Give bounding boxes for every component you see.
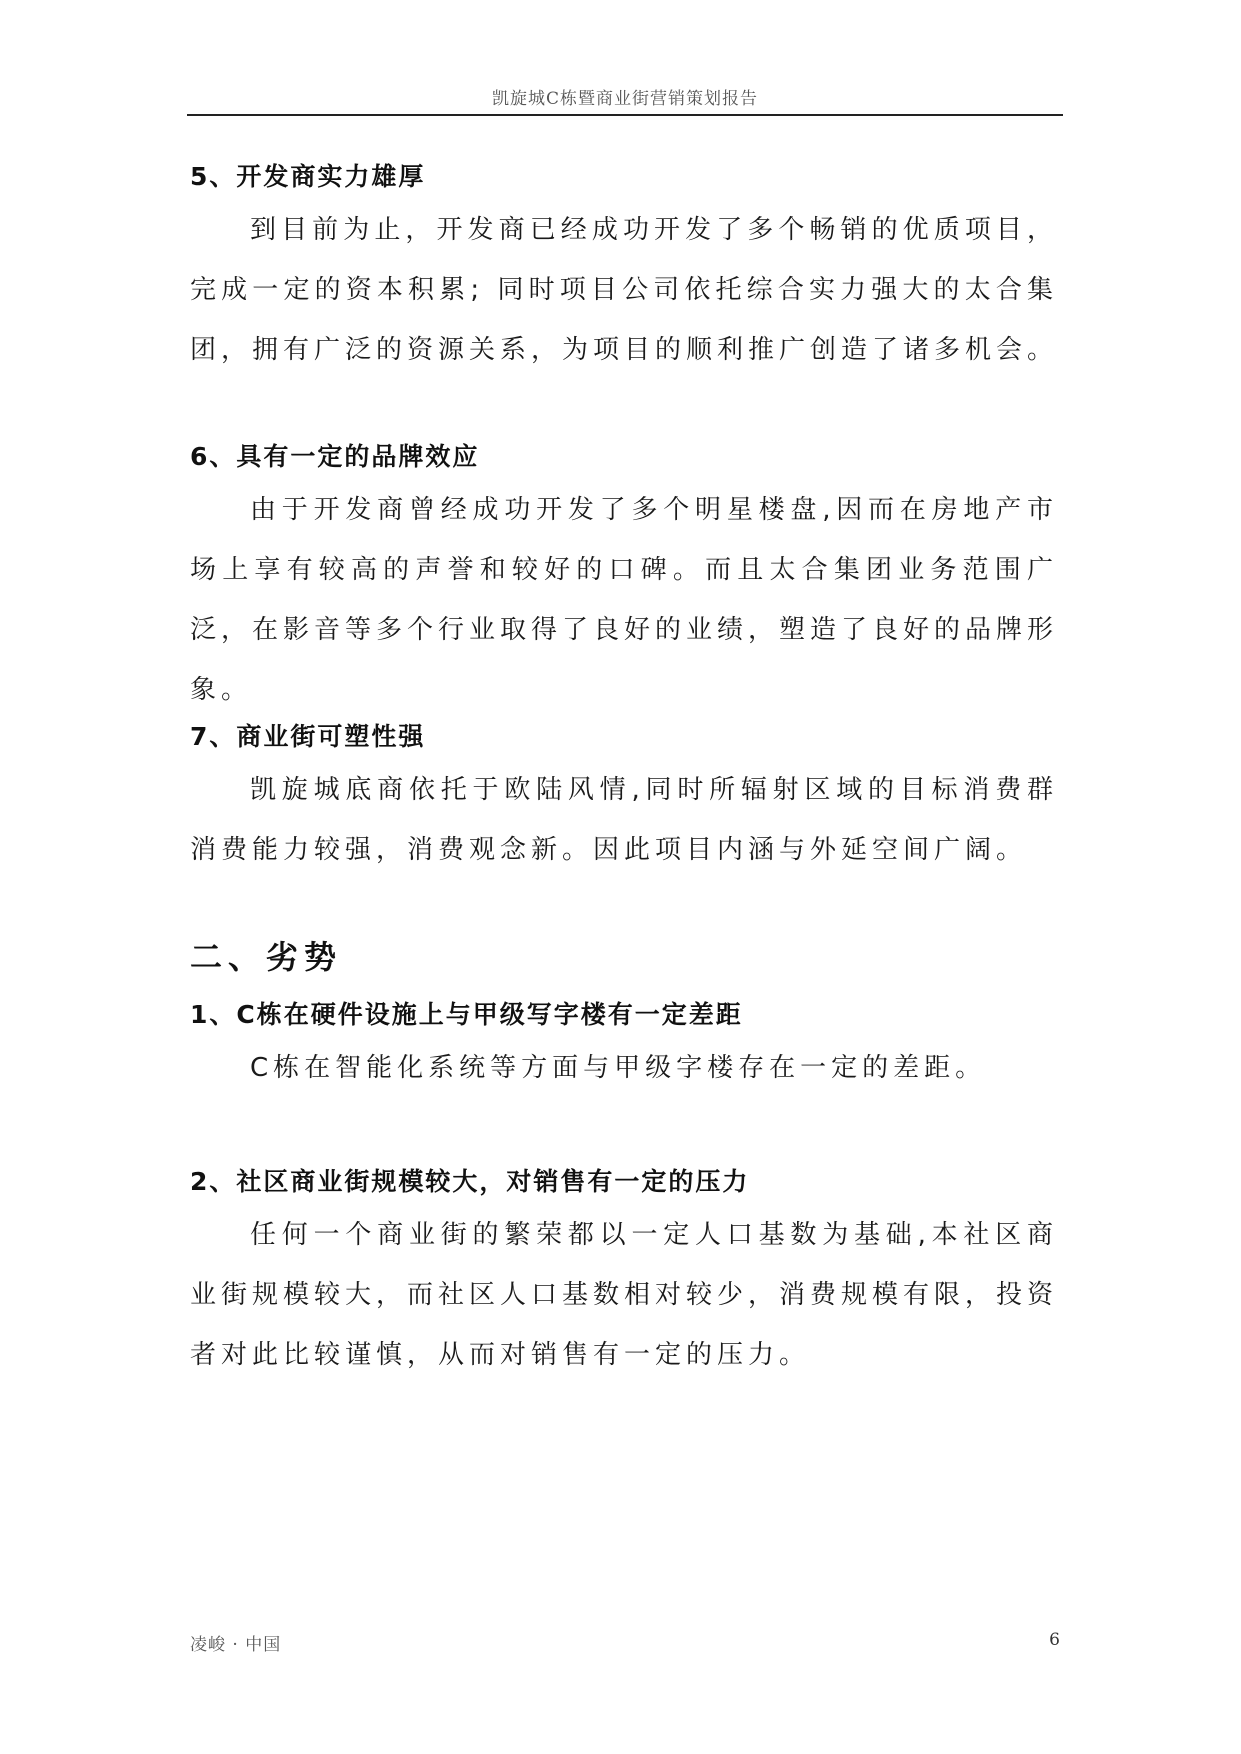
page-number: 6 bbox=[1049, 1630, 1060, 1650]
paragraph-developer-strength: 到目前为止，开发商已经成功开发了多个畅销的优质项目，完成一定的资本积累; 同时项目公司依托综合实力强大的太合集团，拥有广泛的资源关系，为项目的顺利推广创造了诸多机会。 bbox=[190, 215, 1059, 365]
paragraph-hardware-gap: C栋在智能化系统等方面与甲级字楼存在一定的差距。 bbox=[250, 1053, 987, 1083]
heading-developer-strength: 5、开发商实力雄厚 bbox=[190, 162, 426, 191]
heading-street-plasticity: 7、商业街可塑性强 bbox=[190, 722, 426, 751]
section-heading-weaknesses: 二、劣势 bbox=[190, 938, 343, 976]
header-divider bbox=[187, 114, 1063, 116]
paragraph-sales-pressure: 任何一个商业街的繁荣都以一定人口基数为基础,本社区商业街规模较大，而社区人口基数相对较少，消费规模有限，投资者对此比较谨慎，从而对销售有一定的压力。 bbox=[190, 1220, 1059, 1370]
heading-sales-pressure: 2、社区商业街规模较大，对销售有一定的压力 bbox=[190, 1167, 750, 1196]
footer-company: 凌峻 · 中国 bbox=[190, 1635, 282, 1655]
paragraph-brand-effect: 由于开发商曾经成功开发了多个明星楼盘,因而在房地产市场上享有较高的声誉和较好的口碑。而且太合集团业务范围广泛，在影音等多个行业取得了良好的业绩，塑造了良好的品牌形象。 bbox=[190, 495, 1059, 705]
running-header: 凯旋城C栋暨商业街营销策划报告 bbox=[491, 89, 758, 109]
heading-hardware-gap: 1、C栋在硬件设施上与甲级写字楼有一定差距 bbox=[190, 1000, 743, 1029]
heading-brand-effect: 6、具有一定的品牌效应 bbox=[190, 442, 480, 471]
paragraph-street-plasticity: 凯旋城底商依托于欧陆风情,同时所辐射区域的目标消费群消费能力较强，消费观念新。因此项目内涵与外延空间广阔。 bbox=[190, 775, 1058, 865]
